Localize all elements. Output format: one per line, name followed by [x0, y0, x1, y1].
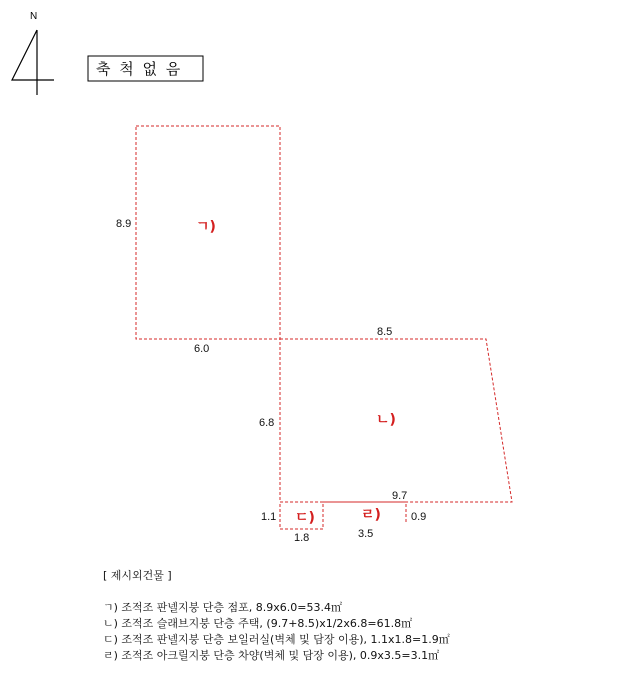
dim-d-height: 0.9: [411, 511, 427, 523]
building-b-tag: ㄴ): [376, 412, 396, 428]
north-arrow: [12, 11, 54, 95]
dim-b-height: 6.8: [259, 417, 275, 429]
building-a-tag: ㄱ): [196, 219, 216, 235]
note-line-c: ㄷ) 조적조 판넬지붕 단층 보일러실(벽체 및 담장 이용), 1.1x1.8=1.9㎡: [103, 633, 450, 646]
building-b-outline: [280, 339, 512, 502]
building-c-tag: ㄷ): [295, 510, 315, 526]
north-arrow-head: [12, 30, 54, 80]
scale-note-box: [88, 56, 203, 81]
dim-a-width: 6.0: [194, 343, 210, 355]
note-line-a: ㄱ) 조적조 판넬지붕 단층 점포, 8.9x6.0=53.4㎡: [103, 601, 342, 614]
dim-a-height: 8.9: [116, 218, 132, 230]
dim-d-width: 3.5: [358, 528, 374, 540]
note-line-d: ㄹ) 조적조 아크릴지붕 단층 차양(벽체 및 담장 이용), 0.9x3.5=3.1㎡: [103, 649, 440, 662]
scale-note: 축 척 없 음: [96, 60, 183, 78]
notes-header: [ 제시외건물 ]: [103, 569, 172, 582]
north-label: N: [30, 11, 38, 22]
building-notes: [103, 568, 623, 664]
dim-c-width: 1.8: [294, 532, 310, 544]
note-line-b: ㄴ) 조적조 슬래브지붕 단층 주택, (9.7+8.5)x1/2x6.8=61.8㎡: [103, 617, 413, 630]
building-d-tag: ㄹ): [361, 507, 381, 523]
dim-b-bottom: 9.7: [392, 490, 408, 502]
dim-b-top: 8.5: [377, 326, 393, 338]
dim-c-height: 1.1: [261, 511, 277, 523]
